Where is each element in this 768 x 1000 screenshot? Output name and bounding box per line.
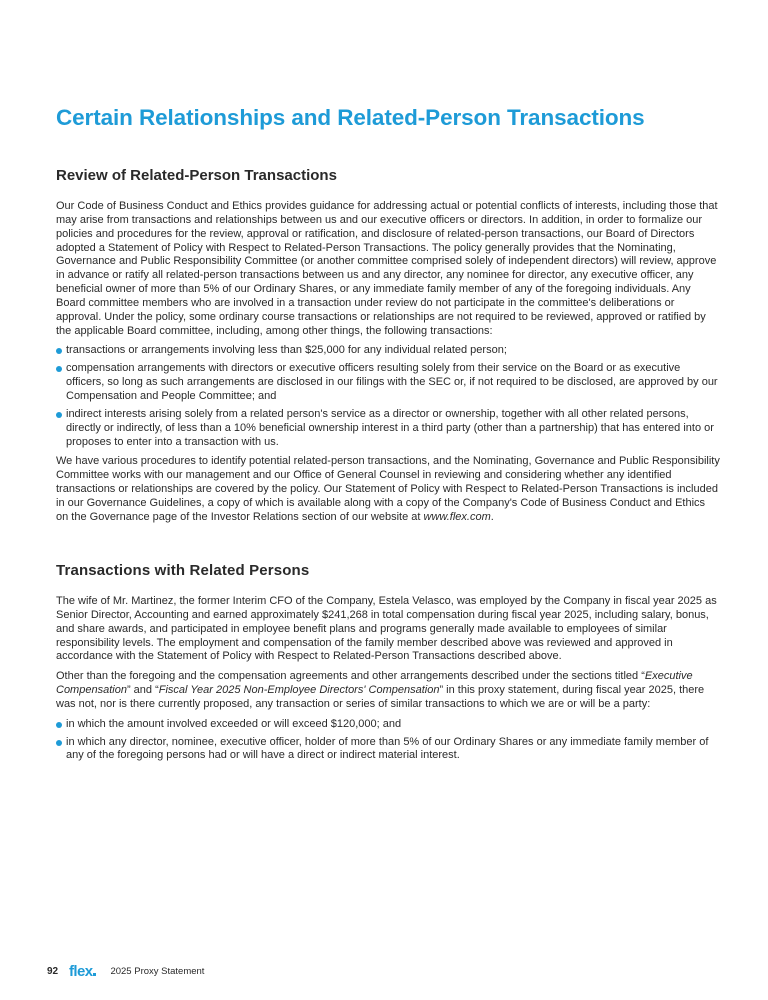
transactions-heading: Transactions with Related Persons <box>56 562 310 579</box>
website-link[interactable]: www.flex.com <box>423 510 491 523</box>
review-heading: Review of Related-Person Transactions <box>56 167 337 184</box>
transactions-paragraph-2: Other than the foregoing and the compensation agreements and other arrangements described under the sections titled “Executive Compensation” and “Fiscal Year 2025 Non-Employee Directors' Compensation” in this proxy statement, during fiscal year 2025, there was not, nor is there currently proposed, any transaction or series of similar transactions to which we are or will be a party: <box>56 670 705 710</box>
page-number: 92 <box>47 965 59 977</box>
review-section <box>56 167 720 525</box>
review-bullet-list <box>56 344 720 449</box>
bullet-icon <box>56 722 62 728</box>
page-footer <box>47 963 204 979</box>
bullet-icon <box>56 412 62 418</box>
flex-logo: flex <box>69 964 96 979</box>
list-item: in which the amount involved exceeded or will exceed $120,000; and <box>56 718 720 732</box>
document-title: 2025 Proxy Statement <box>110 965 205 977</box>
transactions-bullet-list <box>56 718 720 764</box>
review-intro-paragraph: Our Code of Business Conduct and Ethics provides guidance for addressing actual or potential conflicts of interests, including those that may arise from transactions and relationships between us and our executive officers or directors. In addition, in order to formalize our policies and procedures for the review, approval or ratification, and disclosure of related-person transactions, our Board of Directors adopted a Statement of Policy with Respect to Related-Person Transactions. The policy generally provides that the Nominating, Governance and Public Responsibility Committee (or another committee comprised solely of independent directors) will review, approve in advance or ratify all related-person transactions between us and any director, any nominee for director, any executive officer, any beneficial owner of more than 5% of our Ordinary Shares, or any immediate family member of any of the foregoing individuals. Any Board committee members who are involved in a transaction under review do not participate in the committee's deliberations or approval. Under the policy, some ordinary course transactions or relationships are not required to be reviewed, approved or ratified by the applicable Board committee, including, among other things, the following transactions: <box>56 200 718 337</box>
bullet-icon <box>56 366 62 372</box>
page-title: Certain Relationships and Related-Person Transactions <box>56 105 645 130</box>
transactions-paragraph-1: The wife of Mr. Martinez, the former Interim CFO of the Company, Estela Velasco, was employed by the Company in fiscal year 2025 as Senior Director, Accounting and earned approximately $241,268 in total compensation during fiscal year 2025, including salary, bonus, and share awards, and participated in employee benefit plans and programs generally made available to employees of similar responsibility levels. The employment and compensation of the family member described above was reviewed and approved in accordance with the Statement of Policy with Respect to Related-Person Transactions described above. <box>56 595 717 663</box>
bullet-icon <box>56 740 62 746</box>
list-item: transactions or arrangements involving less than $25,000 for any individual related person; <box>56 344 720 358</box>
bullet-icon <box>56 348 62 354</box>
list-item: compensation arrangements with directors or executive officers resulting solely from their service on the Board or as executive officers, so long as such arrangements are disclosed in our filings with the SEC or, if not required to be disclosed, are approved by our Compensation and People Committee; and <box>56 362 720 404</box>
list-item: in which any director, nominee, executive officer, holder of more than 5% of our Ordinary Shares or any immediate family member of any of the foregoing persons had or will have a direct or indirect material interest. <box>56 736 720 764</box>
logo-dot-icon <box>93 973 96 976</box>
transactions-section <box>56 562 720 767</box>
review-closing-paragraph: We have various procedures to identify potential related-person transactions, and the Nominating, Governance and Public Responsibility Committee works with our management and our Office of General Counsel in reviewing and considering whether any identified transactions or relationships are covered by the policy. Our Statement of Policy with Respect to Related-Person Transactions is included in our Governance Guidelines, a copy of which is available along with a copy of the Company's Code of Business Conduct and Ethics on the Governance page of the Investor Relations section of our website at www.flex.com. <box>56 455 720 523</box>
list-item: indirect interests arising solely from a related person's service as a director or ownership, together with all other related persons, directly or indirectly, of less than a 10% beneficial ownership interest in a third party (other than a partnership) that has entered into or proposes to enter into a transaction with us. <box>56 408 720 450</box>
